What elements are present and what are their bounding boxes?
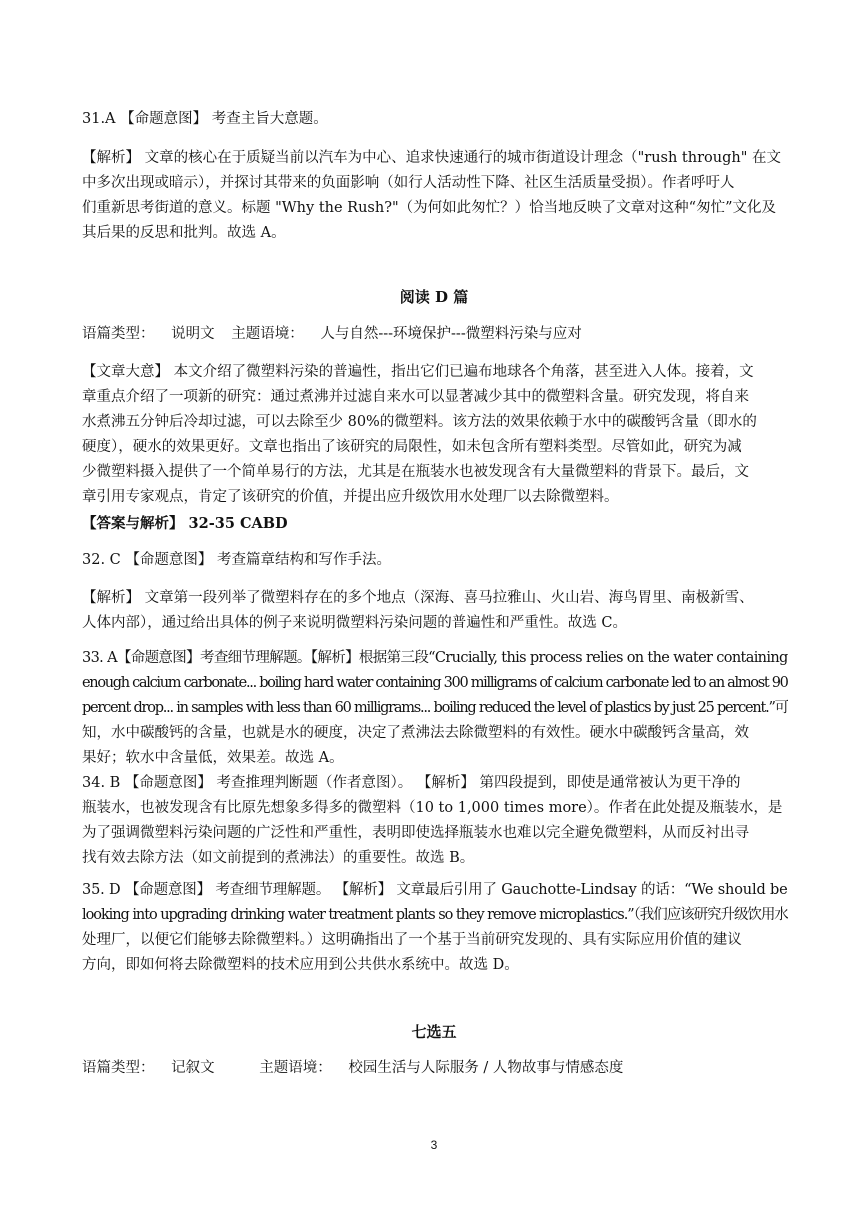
genre-value: 记叙文 xyxy=(171,1060,215,1076)
reading-d-meta xyxy=(82,323,788,345)
genre-label: 语篇类型： xyxy=(82,1060,155,1076)
answers-text: 【答案与解析】 32-35 CABD xyxy=(82,515,288,532)
text-line: 瓶装水，也被发现含有比原先想象多得多的微塑料（10 to 1,000 times more）。作者在此处提及瓶装水，是 xyxy=(82,800,783,816)
q32-header xyxy=(82,548,788,573)
text-line: 知，水中碳酸钙的含量，也就是水的硬度，决定了煮沸法去除微塑料的有效性。硬水中碳酸钙含量高，效 xyxy=(82,725,749,741)
theme-label: 主题语境： xyxy=(259,1060,332,1076)
q32-header-text: 32. C 【命题意图】 考查篇章结构和写作手法。 xyxy=(82,552,391,568)
text-line: 33. A【命题意图】考查细节理解题。【解析】根据第三段“Crucially, this process relies on the water containing xyxy=(82,650,788,666)
text-line: 【解析】 文章的核心在于质疑当前以汽车为中心、追求快速通行的城市街道设计理念（"rush through" 在文 xyxy=(82,150,781,166)
q31-analysis xyxy=(82,146,788,246)
text-line: 章重点介绍了一项新的研究：通过煮沸并过滤自来水可以显著减少其中的微塑料含量。研究发现，将自来 xyxy=(82,389,749,405)
q34-analysis xyxy=(82,771,788,871)
page-number: 3 xyxy=(430,1138,438,1152)
theme-value: 人与自然---环境保护---微塑料污染与应对 xyxy=(320,326,582,342)
text-line: looking into upgrading drinking water treatment plants so they remove microplastics.”（我们应该研究升级饮用水 xyxy=(82,907,788,923)
text-line: 水煮沸五分钟后冷却过滤，可以去除至少 80%的微塑料。该方法的效果依赖于水中的碳酸钙含量（即水的 xyxy=(82,414,757,430)
theme-value: 校园生活与人际服务 / 人物故事与情感态度 xyxy=(348,1060,624,1076)
text-line: 找有效去除方法（如文前提到的煮沸法）的重要性。故选 B。 xyxy=(82,850,475,866)
text-line: 章引用专家观点，肯定了该研究的价值，并提出应升级饮用水处理厂以去除微塑料。 xyxy=(82,489,619,505)
section-title-reading-d: 阅读 D 篇 xyxy=(399,288,469,306)
text-line: 34. B 【命题意图】 考查推理判断题（作者意图）。 【解析】 第四段提到，即使是通常被认为更干净的 xyxy=(82,775,741,791)
text-line: 方向，即如何将去除微塑料的技术应用到公共供水系统中。故选 D。 xyxy=(82,957,519,973)
q31-header xyxy=(82,107,788,132)
text-line: percent drop... in samples with less than 60 milligrams... boiling reduced the level of plastics by just 25 percent.”可 xyxy=(82,700,788,716)
q32-analysis xyxy=(82,586,788,636)
text-line: 果好；软水中含量低，效果差。故选 A。 xyxy=(82,750,344,766)
text-line: 【解析】 文章第一段列举了微塑料存在的多个地点（深海、喜马拉雅山、火山岩、海鸟胃里、南极新雪、 xyxy=(82,590,754,606)
seven-five-meta xyxy=(82,1057,788,1079)
text-line: enough calcium carbonate... boiling hard water containing 300 milligrams of calcium carbonate led to an almost 90 xyxy=(82,675,788,691)
theme-label: 主题语境： xyxy=(231,326,304,342)
text-line: 人体内部），通过给出具体的例子来说明微塑料污染问题的普遍性和严重性。故选 C。 xyxy=(82,615,627,631)
answers-heading xyxy=(82,511,788,536)
text-line: 少微塑料摄入提供了一个简单易行的方法，尤其是在瓶装水也被发现含有大量微塑料的背景下。最后，文 xyxy=(82,464,749,480)
text-line: 【文章大意】 本文介绍了微塑料污染的普遍性，指出它们已遍布地球各个角落，甚至进入人体。接着，文 xyxy=(82,364,754,380)
q35-analysis xyxy=(82,878,788,978)
text-line: 其后果的反思和批判。故选 A。 xyxy=(82,225,286,241)
section-title-seven-five: 七选五 xyxy=(411,1023,457,1041)
text-line: 35. D 【命题意图】 考查细节理解题。 【解析】 文章最后引用了 Gauchotte-Lindsay 的话：“We should be xyxy=(82,882,788,898)
text-line: 们重新思考街道的意义。标题 "Why the Rush?"（为何如此匆忙？）恰当地反映了文章对这种“匆忙”文化及 xyxy=(82,200,776,216)
text-line: 硬度），硬水的效果更好。文章也指出了该研究的局限性，如未包含所有塑料类型。尽管如此，研究为减 xyxy=(82,439,742,455)
genre-value: 说明文 xyxy=(171,326,215,342)
text-line: 为了强调微塑料污染问题的广泛性和严重性，表明即使选择瓶装水也难以完全避免微塑料，从而反衬出寻 xyxy=(82,825,749,841)
text-line: 中多次出现或暗示），并探讨其带来的负面影响（如行人活动性下降、社区生活质量受损）。作者呼吁人 xyxy=(82,175,735,191)
text-line: 处理厂，以便它们能够去除微塑料。）这明确指出了一个基于当前研究发现的、具有实际应用价值的建议 xyxy=(82,932,742,948)
q33-analysis xyxy=(82,646,788,771)
q31-header-text: 31.A 【命题意图】 考查主旨大意题。 xyxy=(82,111,328,127)
reading-d-summary xyxy=(82,360,788,510)
genre-label: 语篇类型： xyxy=(82,326,155,342)
